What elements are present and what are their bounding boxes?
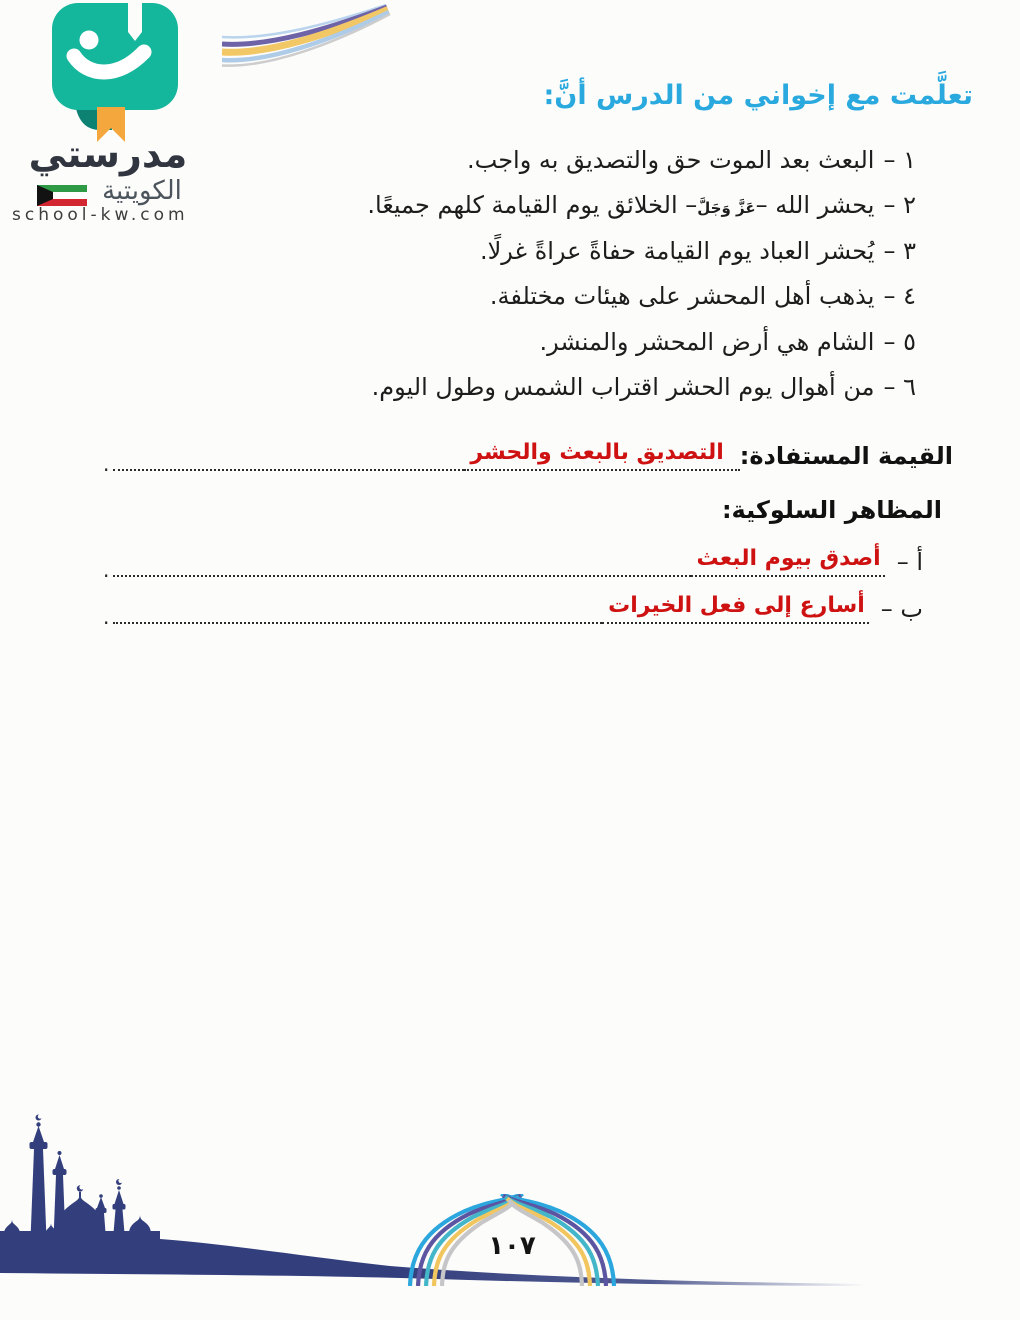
behavior-answer-b: أسارع إلى فعل الخيرات (602, 593, 869, 624)
page-number: ١٠٧ (488, 1231, 536, 1261)
lesson-point-text: الشام هي أرض المحشر والمنشر. (539, 327, 875, 356)
behavior-row-a (103, 543, 923, 582)
lesson-point-text: يُحشر العباد يوم القيامة حفاةً عراةً غرلًا. (479, 236, 875, 265)
behavior-answer-a: أصدق بيوم البعث (691, 546, 885, 577)
brand-name: مدرستي (28, 132, 188, 176)
list-number: ٤ – (883, 282, 916, 311)
list-number: ١ – (883, 146, 916, 174)
lesson-point (367, 365, 916, 410)
behavior-marker-b: ب – (880, 595, 923, 623)
list-number: ٢ – (883, 191, 916, 220)
brand-website: school-kw.com (12, 205, 189, 225)
ribbon-swoosh-decoration (222, 3, 394, 75)
list-number: ٣ – (883, 236, 916, 265)
list-number: ٥ – (883, 327, 916, 356)
lesson-heading: تعلَّمت مع إخواني من الدرس أنَّ: (543, 80, 973, 111)
learned-value-row (103, 437, 953, 476)
behavior-marker-a: أ – (896, 548, 923, 576)
lesson-point (367, 138, 916, 183)
dotted-answer-line (113, 622, 602, 624)
lesson-point-text: من أهوال يوم الحشر اقتراب الشمس وطول اليوم. (371, 372, 875, 401)
value-answer: التصديق بالبعث والحشر (464, 440, 739, 471)
line-terminator: . (103, 558, 110, 582)
lesson-points-list (367, 138, 916, 410)
lesson-point-text: – الخلائق يوم القيامة كلهم جميعًا. (367, 191, 698, 220)
line-terminator: . (103, 605, 110, 629)
behavior-row-b (103, 590, 923, 629)
lesson-point (367, 229, 916, 274)
behaviors-label: المظاهر السلوكية: (721, 496, 942, 524)
lesson-point (367, 274, 916, 319)
lesson-point-text: يحشر الله – (755, 191, 875, 220)
dotted-answer-line (113, 469, 464, 471)
brand-subtitle: الكويتية (102, 176, 182, 206)
dotted-answer-line (113, 575, 690, 577)
list-number: ٦ – (883, 372, 916, 401)
value-label: القيمة المستفادة: (739, 442, 953, 470)
line-terminator: . (103, 452, 110, 476)
lesson-point (367, 183, 916, 228)
azza-wa-jall-honorific: عَزَّ وَجَلَّ (697, 199, 756, 218)
lesson-point (367, 320, 916, 365)
kuwait-flag-icon (37, 185, 87, 206)
lesson-point-text: البعث بعد الموت حق والتصديق به واجب. (467, 146, 875, 174)
lesson-point-text: يذهب أهل المحشر على هيئات مختلفة. (489, 282, 875, 311)
brand-app-icon (50, 2, 182, 148)
logo-smiley-eye (80, 31, 99, 50)
